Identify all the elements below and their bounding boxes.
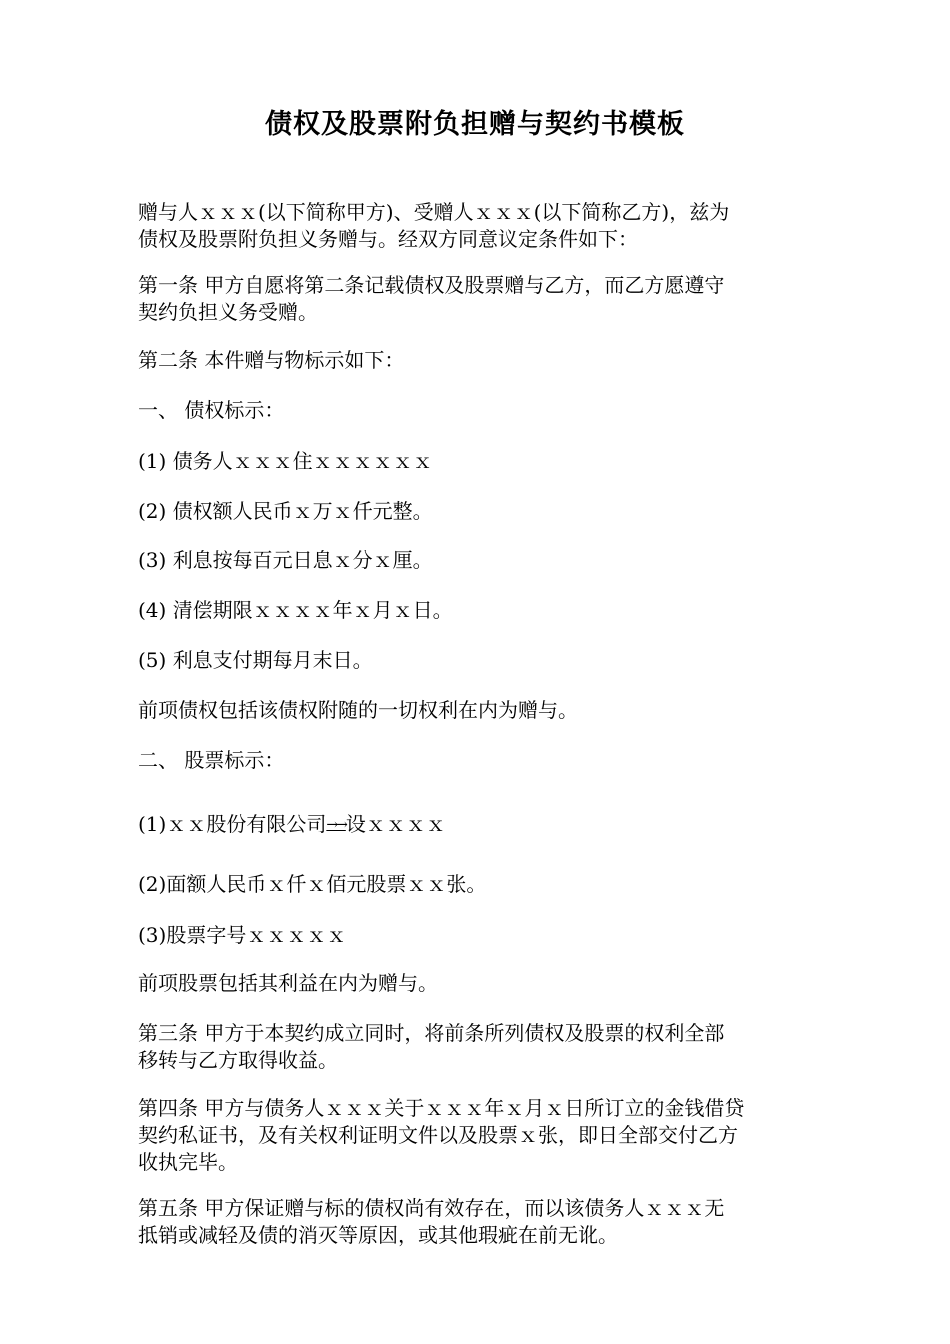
debt-item-3 [138, 547, 814, 574]
intro-line-1: 赠与人ｘｘｘ(以下简称甲方)、受赠人ｘｘｘ(以下简称乙方)，兹为 [138, 200, 730, 224]
debt-item-4-text: (4) 清偿期限ｘｘｘｘ年ｘ月ｘ日。 [138, 598, 453, 622]
stock-heading [138, 747, 814, 774]
stock-item-1 [138, 811, 814, 838]
document-title: 债权及股票附负担赠与契约书模板 [265, 109, 685, 140]
stock-item-3 [138, 922, 814, 949]
stock-item-3-text: (3)股票字号ｘｘｘｘｘ [138, 923, 347, 947]
debt-item-4 [138, 597, 814, 624]
stock-note [138, 970, 814, 997]
article-4-paragraph [138, 1095, 814, 1176]
article-5-paragraph [138, 1195, 814, 1249]
debt-note-text: 前项债权包括该债权附随的一切权利在内为赠与。 [138, 698, 578, 722]
stock-item-1-before: (1)ｘｘ股份有限公司 [138, 812, 327, 836]
article-5-line-2: 抵销或减轻及债的消灭等原因，或其他瑕疵在前无讹。 [138, 1223, 618, 1247]
article-4-line-1: 第四条 甲方与债务人ｘｘｘ关于ｘｘｘ年ｘ月ｘ日所订立的金钱借贷 [138, 1096, 745, 1120]
article-5-line-1: 第五条 甲方保证赠与标的债权尚有效存在，而以该债务人ｘｘｘ无 [138, 1196, 725, 1220]
article-2-paragraph [138, 347, 814, 374]
article-2-line: 第二条 本件赠与物标示如下： [138, 348, 405, 372]
article-1-line-2: 契约负担义务受赠。 [138, 300, 318, 324]
article-1-paragraph [138, 272, 814, 326]
article-4-line-3: 收执完毕。 [138, 1150, 238, 1174]
article-4-line-2: 契约私证书，及有关权利证明文件以及股票ｘ张，即日全部交付乙方 [138, 1123, 738, 1147]
debt-item-2 [138, 498, 814, 525]
article-3-line-1: 第三条 甲方于本契约成立同时，将前条所列债权及股票的权利全部 [138, 1021, 725, 1045]
debt-item-1-text: (1) 债务人ｘｘｘ住ｘｘｘｘｘｘ [138, 449, 433, 473]
debt-item-5-text: (5) 利息支付期每月末日。 [138, 648, 373, 672]
debt-item-2-text: (2) 债权额人民币ｘ万ｘ仟元整。 [138, 499, 433, 523]
debt-heading-text: 一、 债权标示： [138, 398, 285, 422]
stock-item-1-after: 设ｘｘｘｘ [345, 812, 446, 836]
debt-item-3-text: (3) 利息按每百元日息ｘ分ｘ厘。 [138, 548, 433, 572]
stock-item-2-text: (2)面额人民币ｘ仟ｘ佰元股票ｘｘ张。 [138, 872, 487, 896]
stock-item-1-line [138, 811, 814, 838]
stock-heading-text: 二、 股票标示： [138, 748, 285, 772]
debt-item-1 [138, 448, 814, 475]
debt-heading [138, 397, 814, 424]
intro-paragraph [138, 199, 814, 253]
arrow-icon: →→ [326, 817, 346, 833]
article-1-line-1: 第一条 甲方自愿将第二条记载债权及股票赠与乙方，而乙方愿遵守 [138, 273, 725, 297]
stock-note-text: 前项股票包括其利益在内为赠与。 [138, 971, 438, 995]
debt-item-5 [138, 647, 814, 674]
intro-line-2: 债权及股票附负担义务赠与。经双方同意议定条件如下： [138, 227, 638, 251]
article-3-line-2: 移转与乙方取得收益。 [138, 1048, 338, 1072]
debt-note [138, 697, 814, 724]
stock-item-2 [138, 871, 814, 898]
article-3-paragraph [138, 1020, 814, 1074]
